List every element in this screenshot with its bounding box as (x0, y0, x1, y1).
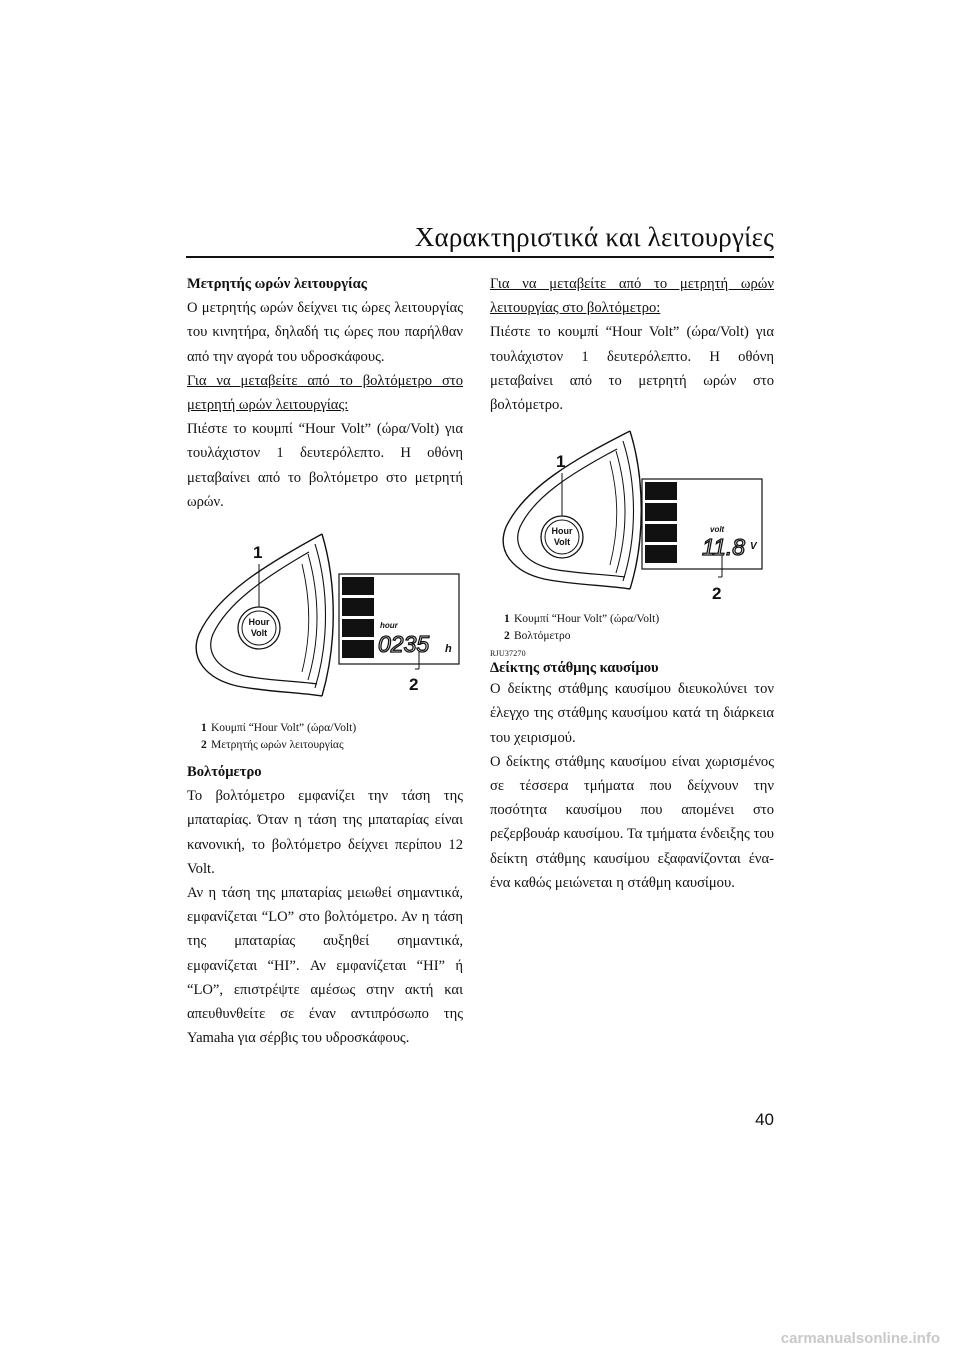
fuel-gauge-paragraph-1: Ο δείκτης στάθμης καυσίμου διευκολύνει τον έλεγχο της στάθμης καυσίμου κατά τη διάρκεια του χειρισμού. (490, 681, 774, 746)
fuel-segment (342, 619, 374, 637)
left-column (187, 272, 463, 1050)
unit-label-volt: volt (710, 525, 725, 535)
button-label-hour: Hour (551, 526, 573, 537)
switch-to-hour-text: Πιέστε το κουμπί “Hour Volt” (ώρα/Volt) για τουλάχιστον 1 δευτερόλεπτο. Η οθόνη μεταβαίνει από το βολτόμετρο στο μετρητή ωρών. (187, 421, 463, 510)
fuel-segment (645, 482, 677, 500)
voltmeter-paragraph-1: Το βολτόμετρο εμφανίζει την τάση της μπαταρίας. Όταν η τάση της μπαταρίας είναι κανονική, το βολτόμετρο δείχνει περίπου 12 Volt. (187, 788, 463, 877)
fuel-gauge-heading: Δείκτης στάθμης καυσίμου (490, 660, 659, 677)
caption-2: 2 Μετρητής ωρών λειτουργίας (201, 739, 344, 752)
fuel-segment (645, 524, 677, 542)
button-label-volt: Volt (250, 628, 268, 639)
caption-1: 1 Κουμπί “Hour Volt” (ώρα/Volt) (201, 722, 357, 735)
voltmeter-figure (490, 427, 774, 617)
callout-2: 2 (409, 675, 419, 695)
hour-suffix: h (445, 643, 452, 656)
hour-reading: 0235 (378, 631, 430, 658)
hour-meter-text: Ο μετρητής ωρών δείχνει τις ώρες λειτουργίας του κινητήρα, δηλαδή τις ώρες που παρήλθαν από την αγορά του υδροσκάφους. (187, 300, 463, 365)
page-header-title: Χαρακτηριστικά και λειτουργίες (414, 222, 774, 252)
hour-volt-button (541, 516, 583, 558)
fuel-segment (645, 503, 677, 521)
callout-1: 1 (556, 452, 566, 472)
switch-to-volt-label: Για να μεταβείτε από το μετρητή ωρών λειτουργίας στο βολτόμετρο: (490, 276, 774, 317)
fuel-segment (342, 640, 374, 658)
voltmeter-heading: Βολτόμετρο (187, 764, 262, 781)
watermark: carmanualsonline.info (780, 1330, 940, 1347)
caption-2: 2 Βολτόμετρο (504, 630, 571, 643)
voltmeter-illustration (490, 427, 774, 617)
caption-1: 1 Κουμπί “Hour Volt” (ώρα/Volt) (504, 613, 660, 626)
voltmeter-paragraph-2: Αν η τάση της μπαταρίας μειωθεί σημαντικά, εμφανίζεται “LO” στο βολτόμετρο. Αν η τάση της μπαταρίας αυξηθεί σημαντικά, εμφανίζεται “HI”. Αν εμφανίζεται “HI” ή “LO”, επιστρέψτε αμέσως στην ακτή και απευθυνθείτε σε έναν αντιπρόσωπο της Yamaha για σέρβις του υδροσκάφους. (187, 885, 463, 1047)
header-rule (186, 256, 774, 258)
unit-label-hour: hour (380, 621, 398, 631)
fuel-segment (342, 598, 374, 616)
hour-volt-button (238, 607, 280, 649)
volt-suffix: V (750, 541, 757, 553)
callout-1: 1 (253, 543, 263, 563)
button-label-hour: Hour (248, 617, 270, 628)
reference-code: RJU37270 (490, 649, 526, 659)
fuel-segment (342, 577, 374, 595)
fuel-segment (645, 545, 677, 563)
hour-meter-heading: Μετρητής ωρών λειτουργίας (187, 276, 367, 292)
volt-reading: 11.8 (702, 534, 746, 561)
switch-to-volt-text: Πιέστε το κουμπί “Hour Volt” (ώρα/Volt) για τουλάχιστον 1 δευτερόλεπτο. Η οθόνη μεταβαίνει από το μετρητή ωρών στο βολτόμετρο. (490, 324, 774, 414)
switch-to-hour-label: Για να μεταβείτε από το βολτόμετρο στο μετρητή ωρών λειτουργίας: (187, 372, 463, 414)
hour-meter-illustration (187, 524, 463, 720)
hour-meter-figure (187, 524, 463, 720)
fuel-gauge-paragraph-2: Ο δείκτης στάθμης καυσίμου είναι χωρισμένος σε τέσσερα τμήματα που δείχνουν την ποσότητα καυσίμου που απομένει στο ρεζερβουάρ καυσίμου. Τα τμήματα ένδειξης του δείκτη στάθμης καυσίμου εξαφανίζονται ένα-ένα καθώς μειώνεται η στάθμη καυσίμου. (490, 753, 774, 891)
right-column (490, 272, 774, 895)
page-number: 40 (755, 1110, 774, 1129)
button-label-volt: Volt (553, 537, 571, 548)
callout-2: 2 (712, 584, 722, 604)
